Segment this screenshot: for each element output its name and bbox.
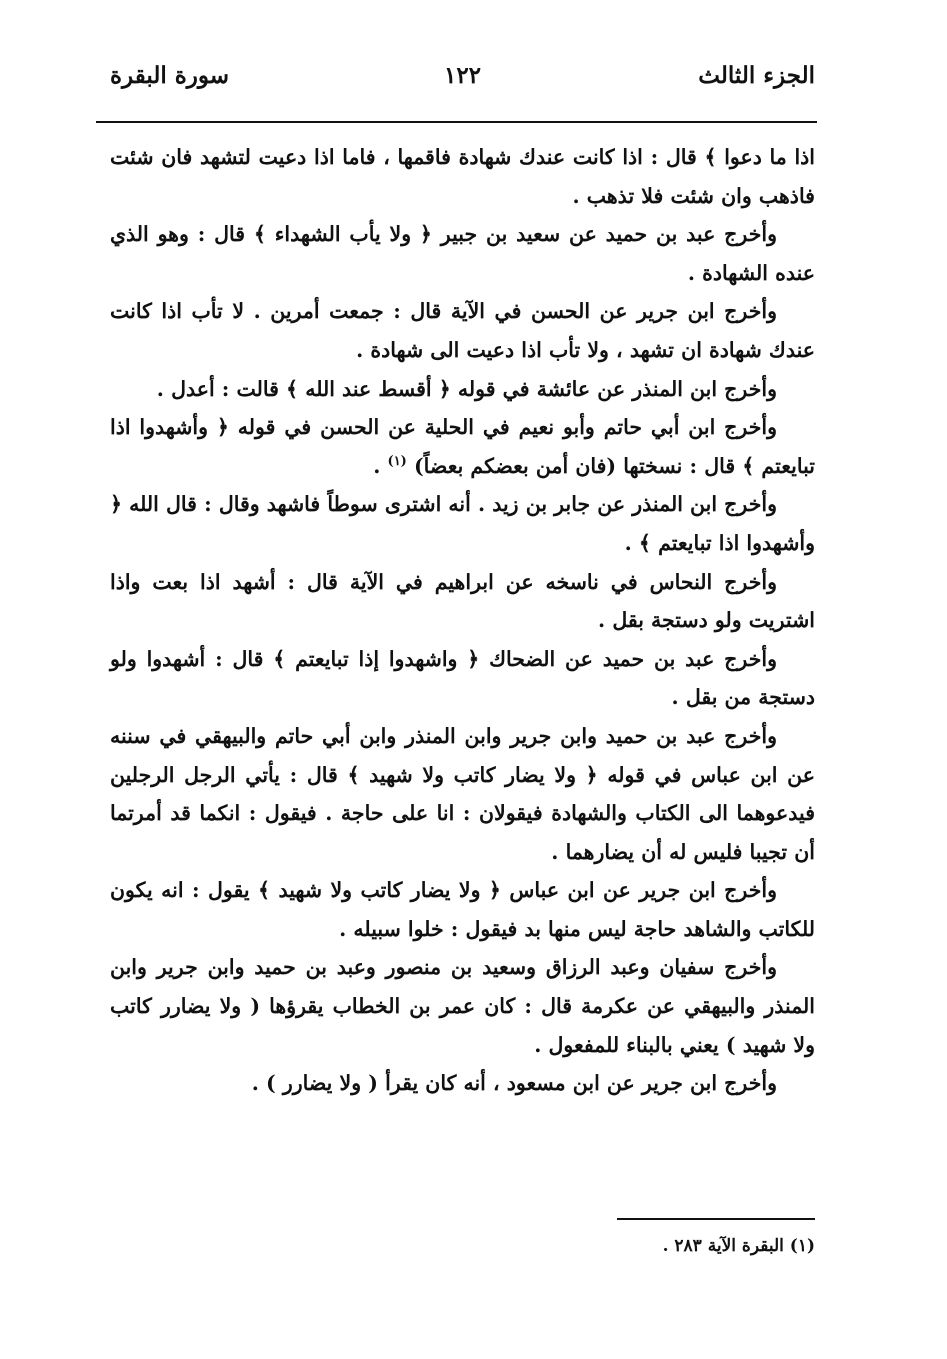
paragraph-5: وأخرج ابن أبي حاتم وأبو نعيم في الحلية عن الحسن في قوله ﴿ وأشهدوا اذا تبايعتم ﴾ قال : نسختها (فان أمن بعضكم بعضاً) $^{(١)}$ . [110,415,815,478]
page-header [110,62,815,106]
paragraph-1: اذا ما دعوا ﴾ قال : اذا كانت عندك شهادة فاقمها ، فاما اذا دعيت لتشهد فان شئت فاذهب وان شئت فلا تذهب . [110,145,815,208]
volume-title: الجزء الثالث [698,62,815,89]
header-divider [96,121,817,123]
paragraph-6: وأخرج ابن المنذر عن جابر بن زيد . أنه اشترى سوطاً فاشهد وقال : قال الله ﴿ وأشهدوا اذا تبايعتم ﴾ . [110,492,815,555]
surah-title: سورة البقرة [110,62,230,89]
footnote-divider [617,1218,815,1220]
paragraph-11: وأخرج سفيان وعبد الرزاق وسعيد بن منصور وعبد بن حميد وابن جرير وابن المنذر والبيهقي عن عكرمة قال : كان عمر بن الخطاب يقرؤها ( ولا يضارر كاتب ولا شهيد ) يعني بالبناء للمفعول . [110,955,815,1057]
page-number: ١٢٢ [443,62,482,89]
paragraph-2: وأخرج عبد بن حميد عن سعيد بن جبير ﴿ ولا يأب الشهداء ﴾ قال : وهو الذي عنده الشهادة . [110,222,815,285]
footnote-marker: (١) [387,453,407,469]
paragraph-9: وأخرج عبد بن حميد وابن جرير وابن المنذر وابن أبي حاتم والبيهقي في سننه عن ابن عباس في قوله ﴿ ولا يضار كاتب ولا شهيد ﴾ قال : يأتي الرجل الرجلين فيدعوهما الى الكتاب والشهادة فيقولان : انا على حاجة . فيقول : انكما قد أمرتما أن تجيبا فليس له أن يضارهما . [110,723,815,864]
paragraph-12: وأخرج ابن جرير عن ابن مسعود ، أنه كان يقرأ ( ولا يضارر ) . [251,1071,777,1096]
paragraph-3: وأخرج ابن جرير عن الحسن في الآية قال : جمعت أمرين . لا تأب اذا كانت عندك شهادة ان تشهد ، ولا تأب اذا دعيت الى شهادة . [110,299,815,362]
paragraph-5-text: وأخرج ابن أبي حاتم وأبو نعيم في الحلية عن الحسن في قوله ﴿ وأشهدوا اذا تبايعتم ﴾ قال : نسختها (فان أمن بعضكم بعضاً) [110,415,815,478]
main-text [110,138,815,1103]
paragraph-8: وأخرج عبد بن حميد عن الضحاك ﴿ واشهدوا إذا تبايعتم ﴾ قال : أشهدوا ولو دستجة من بقل . [110,646,815,710]
paragraph-10: وأخرج ابن جرير عن ابن عباس ﴿ ولا يضار كاتب ولا شهيد ﴾ يقول : انه يكون للكاتب والشاهد حاجة ليس منها بد فيقول : خلوا سبيله . [110,878,815,941]
paragraph-4: وأخرج ابن المنذر عن عائشة في قوله ﴿ أقسط عند الله ﴾ قالت : أعدل . [156,376,777,401]
paragraph-7: وأخرج النحاس في ناسخه عن ابراهيم في الآية قال : أشهد اذا بعت واذا اشتريت ولو دستجة بقل . [110,569,815,633]
footnote: (١) البقرة الآية ٢٨٣ . [662,1236,815,1256]
